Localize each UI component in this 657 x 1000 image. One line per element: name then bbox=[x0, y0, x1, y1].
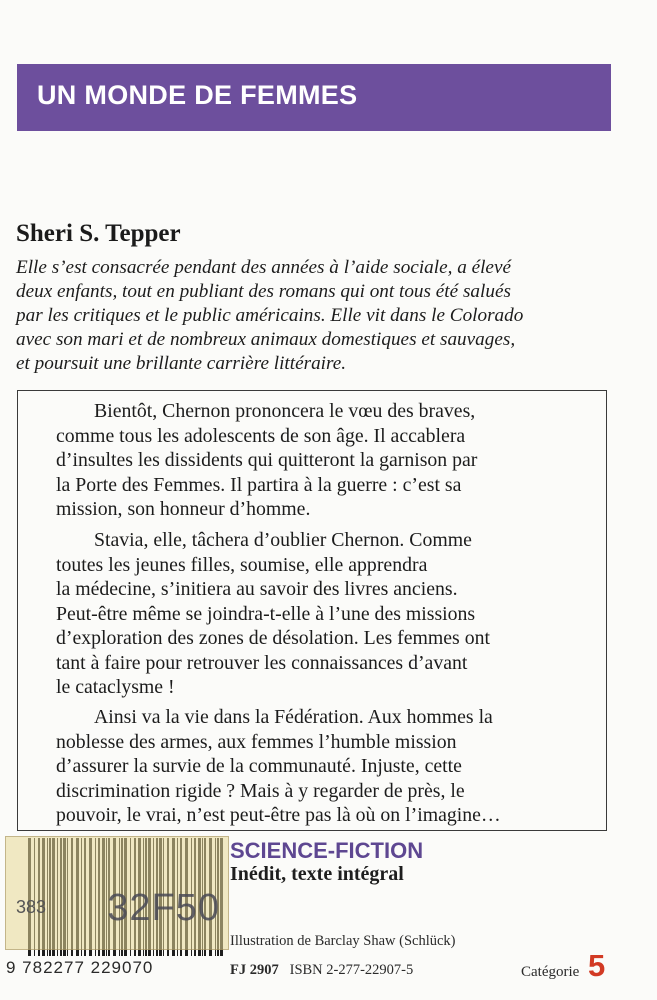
blurb-line: pouvoir, le vrai, n’est peut-être pas là où on l’imagine… bbox=[56, 804, 501, 826]
blurb-line: la Porte des Femmes. Il partira à la guerre : c’est sa bbox=[56, 473, 462, 496]
edition-label: Inédit, texte intégral bbox=[230, 863, 404, 885]
barcode-number: 9 782277 229070 bbox=[6, 958, 154, 977]
blurb-line: comme tous les adolescents de son âge. Il accablera bbox=[56, 424, 466, 447]
bio-line: avec son mari et de nombreux animaux domestiques et sauvages, bbox=[16, 329, 516, 350]
series-label: SCIENCE-FICTION bbox=[230, 838, 424, 863]
blurb-paragraph-1 bbox=[56, 399, 596, 522]
blurb-line: discrimination rigide ? Mais à y regarder de près, le bbox=[56, 779, 465, 802]
blurb-line: la médecine, s’initiera au savoir des livres anciens. bbox=[56, 578, 458, 600]
blurb-line: noblesse des armes, aux femmes l’humble mission bbox=[56, 730, 457, 753]
price-sticker bbox=[5, 836, 229, 950]
blurb-line: d’insultes les dissidents qui quitteront la garnison par bbox=[56, 449, 478, 471]
title-banner bbox=[17, 64, 611, 131]
isbn: ISBN 2-277-22907-5 bbox=[289, 962, 414, 978]
blurb-line: d’assurer la survie de la communauté. Injuste, cette bbox=[56, 755, 462, 777]
blurb-line: tant à faire pour retrouver les connaissances d’avant bbox=[56, 651, 468, 674]
category-number: 5 bbox=[588, 948, 606, 983]
blurb-line: Stavia, elle, tâchera d’oublier Chernon. Comme bbox=[94, 529, 472, 551]
blurb-line: Bientôt, Chernon prononcera le vœu des braves, bbox=[94, 400, 476, 422]
blurb-paragraph-3 bbox=[56, 705, 596, 828]
author-bio bbox=[16, 256, 616, 376]
catalog-info bbox=[230, 962, 413, 979]
blurb-line: mission, son honneur d’homme. bbox=[56, 498, 311, 520]
blurb-line: le cataclysme ! bbox=[56, 676, 175, 698]
bio-line: et poursuit une brillante carrière littéraire. bbox=[16, 353, 347, 374]
bio-line: Elle s’est consacrée pendant des années à l’aide sociale, a élevé bbox=[16, 257, 511, 278]
illustration-credit: Illustration de Barclay Shaw (Schlück) bbox=[230, 933, 456, 949]
book-title: UN MONDE DE FEMMES bbox=[37, 80, 358, 110]
sticker-code: 32F50 bbox=[107, 887, 220, 929]
category-label: Catégorie bbox=[521, 964, 580, 980]
sticker-small-code: 383 bbox=[16, 897, 47, 917]
author-name: Sheri S. Tepper bbox=[16, 220, 181, 247]
blurb-box bbox=[17, 390, 607, 831]
bio-line: par les critiques et le public américains. Elle vit dans le Colorado bbox=[16, 305, 524, 326]
blurb-paragraph-2 bbox=[56, 528, 596, 700]
blurb-line: toutes les jeunes filles, soumise, elle apprendra bbox=[56, 553, 428, 576]
blurb-line: d’exploration des zones de désolation. Les femmes ont bbox=[56, 627, 490, 649]
bio-line: deux enfants, tout en publiant des romans qui ont tous été salués bbox=[16, 281, 511, 302]
blurb-line: Peut-être même se joindra-t-elle à l’une des missions bbox=[56, 602, 476, 625]
blurb-line: Ainsi va la vie dans la Fédération. Aux hommes la bbox=[94, 706, 493, 728]
fj-code: FJ 2907 bbox=[230, 962, 279, 978]
